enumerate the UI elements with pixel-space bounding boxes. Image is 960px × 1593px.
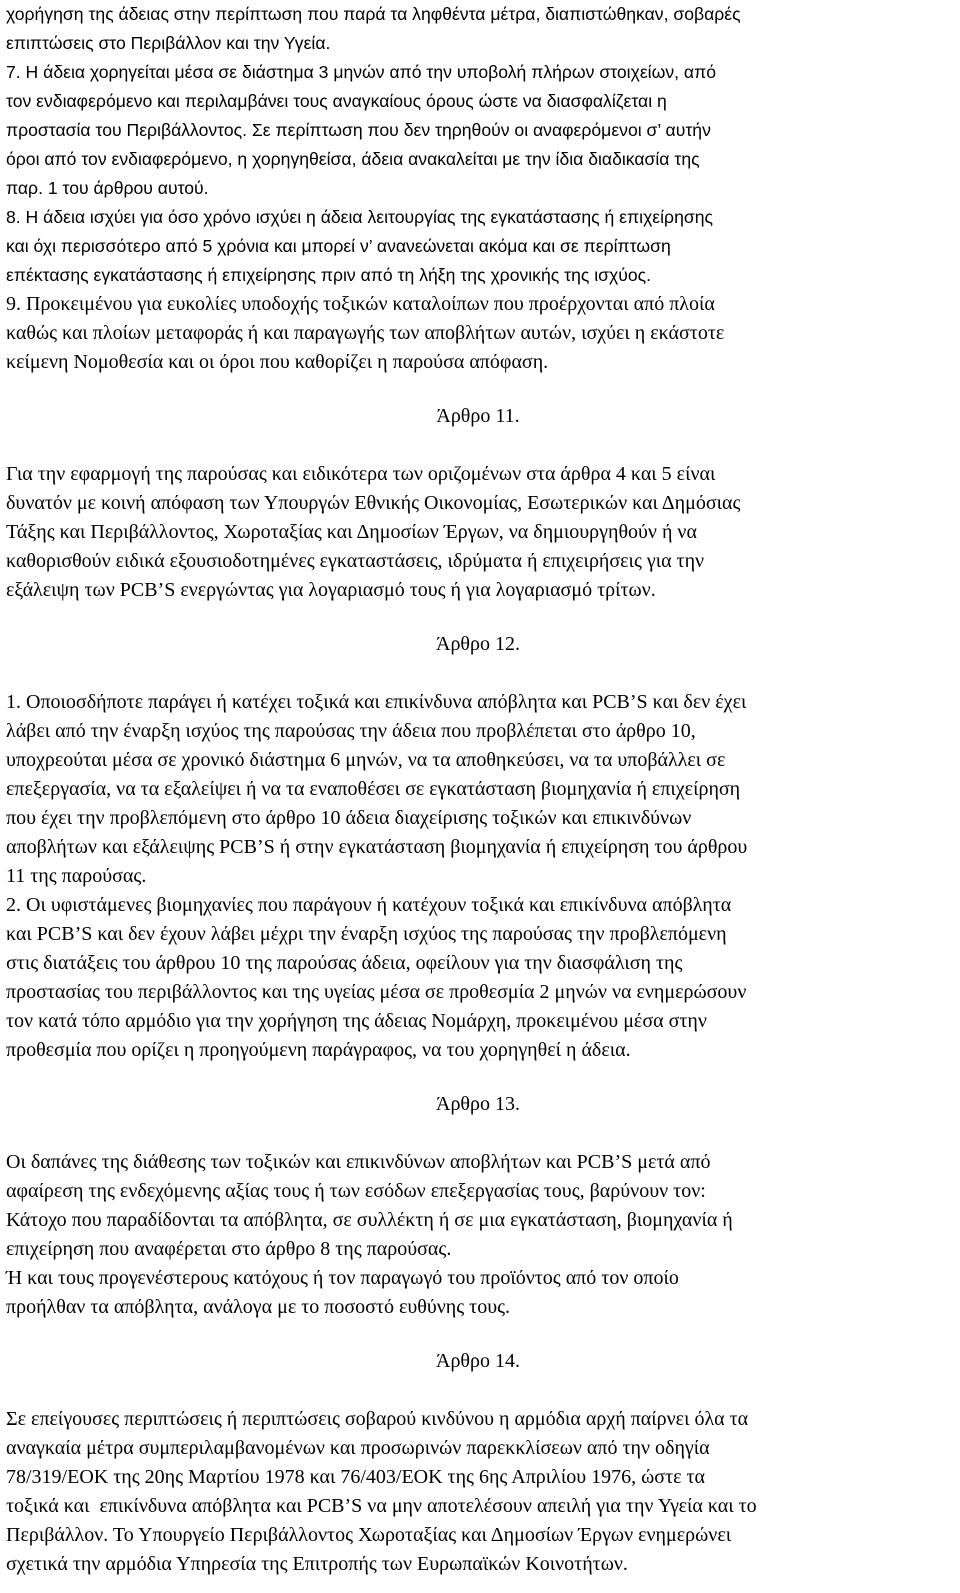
text-line: προστασία του Περιβάλλοντος. Σε περίπτωση που δεν τηρηθούν οι αναφερόμενοι σ’ αυτήν: [6, 120, 711, 140]
text-line: Σε επείγουσες περιπτώσεις ή περιπτώσεις σοβαρού κινδύνου η αρμόδια αρχή παίρνει όλα τα: [6, 1408, 749, 1430]
text-line: 9. Προκειμένου για ευκολίες υποδοχής τοξικών καταλοίπων που προέρχονται από πλοία: [6, 293, 715, 315]
text-line: Οι δαπάνες της διάθεσης των τοξικών και επικινδύνων αποβλήτων και PCB’S μετά από: [6, 1151, 711, 1173]
text-line: 78/319/ΕΟΚ της 20ης Μαρτίου 1978 και 76/403/ΕΟΚ της 6ης Απριλίου 1976, ώστε τα: [6, 1466, 706, 1488]
article-12-body: [6, 688, 950, 1065]
text-line: Περιβάλλον. Το Υπουργείο Περιβάλλοντος Χωροταξίας και Δημοσίων Έργων ενημερώνει: [6, 1524, 732, 1546]
text-line: προθεσμία που ορίζει η προηγούμενη παράγραφος, να του χορηγηθεί η άδεια.: [6, 1039, 631, 1061]
text-line: επεξεργασία, να τα εξαλείψει ή να τα εναποθέσει σε εγκατάσταση βιομηχανία ή επιχείρηση: [6, 778, 741, 800]
article-13-heading: Άρθρο 13.: [436, 1093, 520, 1115]
text-line: που έχει την προβλεπόμενη στο άρθρο 10 άδεια διαχείρισης τοξικών και επικινδύνων: [6, 807, 692, 829]
text-line: 8. Η άδεια ισχύει για όσο χρόνο ισχύει η άδεια λειτουργίας της εγκατάστασης ή επιχείρησης: [6, 207, 713, 227]
text-line: εξάλειψη των PCB’S ενεργώντας για λογαριασμό τους ή για λογαριασμό τρίτων.: [6, 579, 656, 601]
text-line: παρ. 1 του άρθρου αυτού.: [6, 178, 209, 198]
text-line: 1. Οποιοσδήποτε παράγει ή κατέχει τοξικά και επικίνδυνα απόβλητα και PCB’S και δεν έχει: [6, 691, 747, 713]
text-line: προστασίας του περιβάλλοντος και της υγείας μέσα σε προθεσμία 2 μηνών να ενημερώσουν: [6, 981, 747, 1003]
text-line: Κάτοχο που παραδίδονται τα απόβλητα, σε συλλέκτη ή σε μια εγκατάσταση, βιομηχανία ή: [6, 1209, 733, 1231]
paragraphs-7-8: [6, 0, 950, 290]
article-14-heading: Άρθρο 14.: [436, 1350, 520, 1372]
text-line: αναγκαία μέτρα συμπεριλαμβανομένων και προσωρινών παρεκκλίσεων από την οδηγία: [6, 1437, 710, 1459]
text-line: 2. Οι υφιστάμενες βιομηχανίες που παράγουν ή κατέχουν τοξικά και επικίνδυνα απόβλητα: [6, 894, 732, 916]
text-line: τον ενδιαφερόμενο και περιλαμβάνει τους αναγκαίους όρους ώστε να διασφαλίζεται η: [6, 91, 667, 111]
article-11-heading: Άρθρο 11.: [436, 405, 520, 427]
text-line: και PCB’S και δεν έχουν λάβει μέχρι την έναρξη ισχύος της παρούσας την προβλεπόμενη: [6, 923, 727, 945]
text-line: καθώς και πλοίων μεταφοράς ή και παραγωγής των αποβλήτων αυτών, ισχύει η εκάστοτε: [6, 322, 725, 344]
paragraph-9: [6, 290, 950, 377]
text-line: καθορισθούν ειδικά εξουσιοδοτημένες εγκαταστάσεις, ιδρύματα ή επιχειρήσεις για την: [6, 550, 705, 572]
text-line: 11 της παρούσας.: [6, 865, 147, 887]
text-line: λάβει από την έναρξη ισχύος της παρούσας την άδεια που προβλέπεται στο άρθρο 10,: [6, 720, 696, 742]
text-line: υποχρεούται μέσα σε χρονικό διάστημα 6 μηνών, να τα αποθηκεύσει, να τα υποβάλλει σε: [6, 749, 726, 771]
article-13-body: [6, 1148, 950, 1322]
document-page: [6, 0, 950, 1579]
text-line: επιπτώσεις στο Περιβάλλον και την Υγεία.: [6, 33, 331, 53]
text-line: χορήγηση της άδειας στην περίπτωση που παρά τα ληφθέντα μέτρα, διαπιστώθηκαν, σοβαρές: [6, 4, 741, 24]
text-line: 7. Η άδεια χορηγείται μέσα σε διάστημα 3 μηνών από την υποβολή πλήρων στοιχείων, από: [6, 62, 716, 82]
text-line: τοξικά και επικίνδυνα απόβλητα και PCB’S να μην αποτελέσουν απειλή για την Υγεία και το: [6, 1495, 757, 1517]
text-line: επέκτασης εγκατάστασης ή επιχείρησης πριν από τη λήξη της χρονικής της ισχύος.: [6, 265, 652, 285]
text-line: προήλθαν τα απόβλητα, ανάλογα με το ποσοστό ευθύνης τους.: [6, 1296, 511, 1318]
text-line: όροι από τον ενδιαφερόμενο, η χορηγηθείσα, άδεια ανακαλείται με την ίδια διαδικασία της: [6, 149, 700, 169]
text-line: στις διατάξεις του άρθρου 10 της παρούσας άδεια, οφείλουν για την διασφάλιση της: [6, 952, 683, 974]
text-line: επιχείρηση που αναφέρεται στο άρθρο 8 της παρούσας.: [6, 1238, 452, 1260]
text-line: κείμενη Νομοθεσία και οι όροι που καθορίζει η παρούσα απόφαση.: [6, 351, 549, 373]
article-11-body: [6, 460, 950, 605]
text-line: αποβλήτων και εξάλειψης PCB’S ή στην εγκατάσταση βιομηχανία ή επιχείρηση του άρθρου: [6, 836, 748, 858]
text-line: αφαίρεση της ενδεχόμενης αξίας τους ή των εσόδων επεξεργασίας τους, βαρύνουν τον:: [6, 1180, 706, 1202]
article-14-body: [6, 1405, 950, 1579]
article-12-heading: Άρθρο 12.: [436, 633, 520, 655]
text-line: τον κατά τόπο αρμόδιο για την χορήγηση της άδειας Νομάρχη, προκειμένου μέσα στην: [6, 1010, 707, 1032]
text-line: και όχι περισσότερο από 5 χρόνια και μπορεί ν’ ανανεώνεται ακόμα και σε περίπτωση: [6, 236, 671, 256]
text-line: Ή και τους προγενέστερους κατόχους ή τον παραγωγό του προϊόντος από τον οποίο: [6, 1267, 679, 1289]
text-line: σχετικά την αρμόδια Υπηρεσία της Επιτροπής των Ευρωπαϊκών Κοινοτήτων.: [6, 1553, 628, 1575]
text-line: Για την εφαρμογή της παρούσας και ειδικότερα των οριζομένων στα άρθρα 4 και 5 είναι: [6, 463, 716, 485]
text-line: Τάξης και Περιβάλλοντος, Χωροταξίας και Δημοσίων Έργων, να δημιουργηθούν ή να: [6, 521, 697, 543]
text-line: δυνατόν με κοινή απόφαση των Υπουργών Εθνικής Οικονομίας, Εσωτερικών και Δημόσιας: [6, 492, 741, 514]
